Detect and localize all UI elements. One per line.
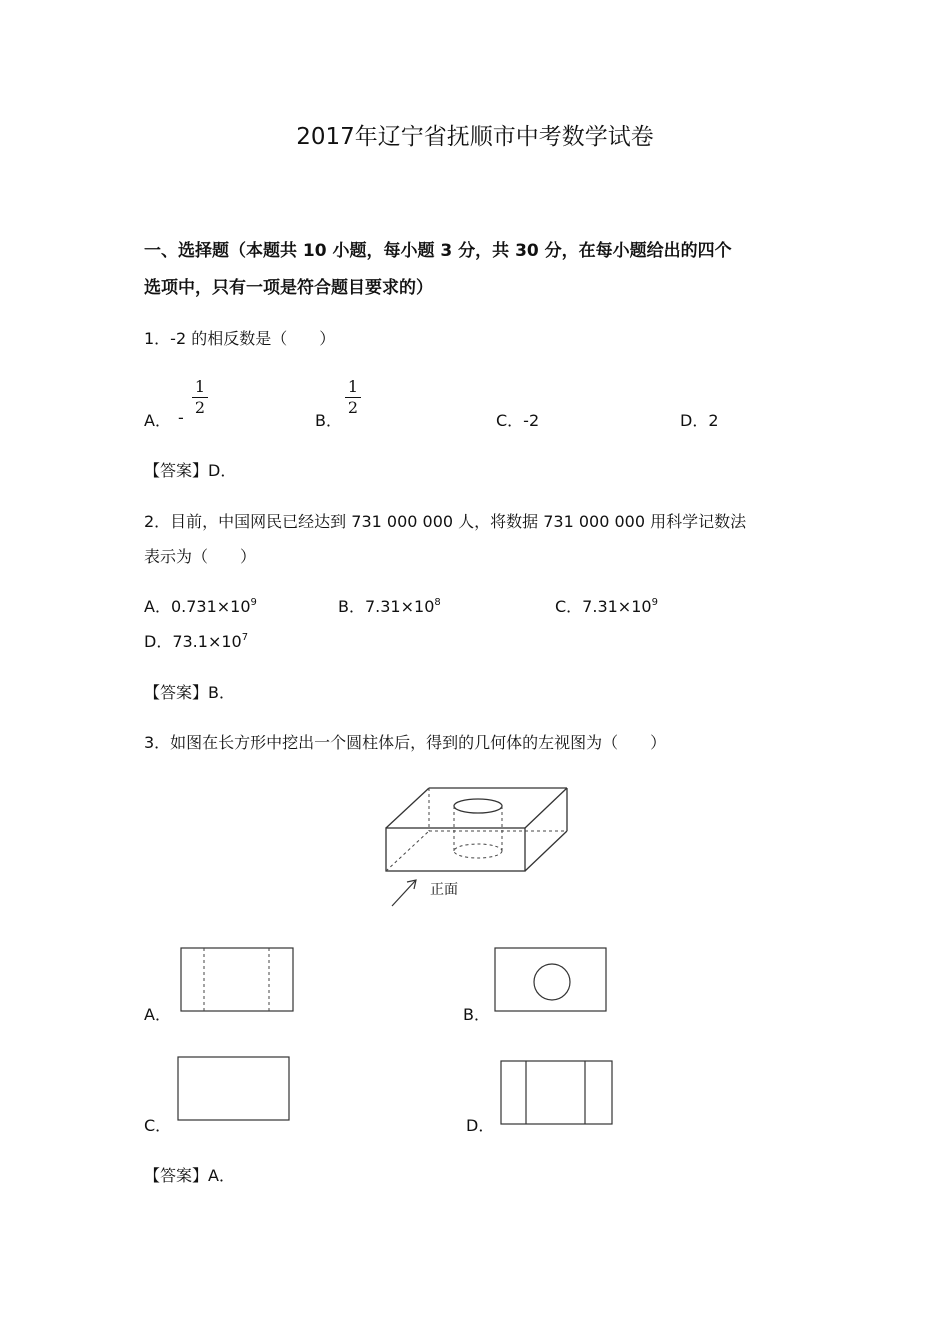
q2-answer: 【答案】B． bbox=[144, 683, 235, 702]
section-heading-line2: 选项中，只有一项是符合题目要求的） bbox=[144, 278, 433, 298]
q2-option-d-text: D．73.1×10 bbox=[144, 632, 242, 651]
q3-stem: 3．如图在长方形中挖出一个圆柱体后，得到的几何体的左视图为（ ） bbox=[144, 733, 667, 752]
q2-option-b-exponent: 8 bbox=[434, 597, 441, 608]
q1-stem: 1．-2 的相反数是（ ） bbox=[144, 329, 336, 348]
q1-answer: 【答案】D． bbox=[144, 461, 237, 480]
q3-option-b-label: B． bbox=[463, 1005, 490, 1024]
q2-option-a-text: A．0.731×10 bbox=[144, 597, 251, 616]
q2-option-a-exponent: 9 bbox=[250, 597, 257, 608]
q1-option-a-sign: - bbox=[178, 408, 184, 427]
q3-option-a-label: A． bbox=[144, 1005, 171, 1024]
q1-option-b-numerator: 1 bbox=[347, 377, 359, 396]
q2-option-b-text: B．7.31×10 bbox=[338, 597, 435, 616]
q2-option-d-exponent: 7 bbox=[241, 632, 249, 643]
q1-option-b-denominator: 2 bbox=[347, 398, 359, 417]
front-view-label: 正面 bbox=[430, 882, 458, 898]
q2-option-c-exponent: 9 bbox=[651, 597, 658, 608]
q3-answer: 【答案】A． bbox=[144, 1166, 235, 1185]
page-title: 2017年辽宁省抚顺市中考数学试卷 bbox=[296, 124, 654, 150]
q2-option-c-text: C．7.31×10 bbox=[555, 597, 652, 616]
q1-option-c: C．-2 bbox=[496, 411, 540, 430]
q1-option-a-label: A． bbox=[144, 411, 171, 430]
q1-option-a-numerator: 1 bbox=[194, 377, 206, 396]
section-heading-line1: 一、选择题（本题共 10 小题，每小题 3 分，共 30 分，在每小题给出的四个 bbox=[144, 241, 732, 261]
q1-option-b-label: B． bbox=[315, 411, 342, 430]
q1-option-a-denominator: 2 bbox=[194, 398, 206, 417]
q2-stem-line2: 表示为（ ） bbox=[144, 547, 257, 566]
q3-option-d-label: D． bbox=[466, 1116, 495, 1135]
q1-option-d: D．2 bbox=[680, 411, 719, 430]
q3-option-c-label: C． bbox=[144, 1116, 172, 1135]
q2-stem-line1: 2．目前，中国网民已经达到 731 000 000 人，将数据 731 000 000 用科学记数法 bbox=[144, 512, 747, 531]
